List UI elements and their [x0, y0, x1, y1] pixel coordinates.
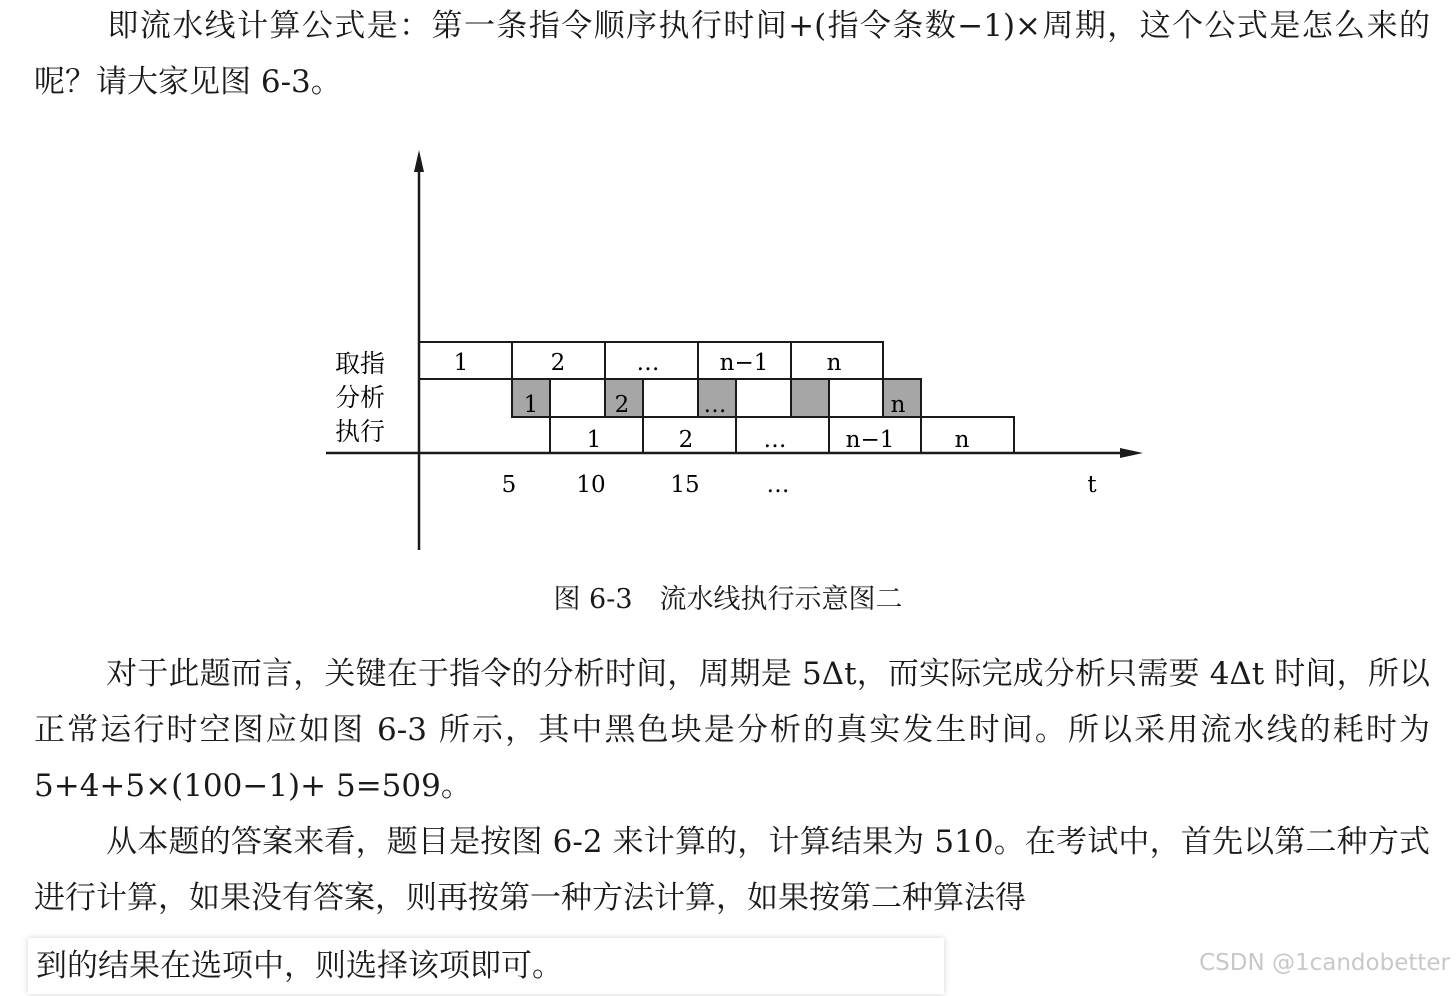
row-label-fetch: 取指 [335, 349, 386, 378]
execute-label-3: … [763, 427, 787, 453]
x-axis-arrow [1120, 448, 1143, 458]
fetch-label-3: … [636, 350, 660, 376]
figure-caption: 图 6-3 流水线执行示意图二 [553, 584, 903, 615]
analyze-label-2: 2 [614, 392, 630, 418]
fetch-label-5: n [826, 350, 842, 376]
fetch-label-2: 2 [550, 350, 566, 376]
fetch-label-4: n−1 [719, 350, 769, 376]
row-label-analyze: 分析 [335, 383, 386, 412]
paragraph-explanation [34, 646, 1430, 814]
analyze-label-5: n [890, 392, 906, 418]
fetch-label-1: 1 [453, 350, 469, 376]
csdn-watermark: CSDN @1candobetter [1199, 950, 1450, 976]
analyze-row [419, 379, 921, 417]
paragraph-intro-text: 即流水线计算公式是：第一条指令顺序执行时间+(指令条数−1)×周期，这个公式是怎么来的呢？请大家见图 6-3。 [34, 8, 1430, 100]
x-tick-5: 5 [501, 472, 517, 498]
x-axis-label: t [1087, 472, 1097, 498]
execute-label-2: 2 [678, 427, 694, 453]
paragraph-conclusion-text: 从本题的答案来看，题目是按图 6-2 来计算的，计算结果为 510。在考试中，首先以第二种方式进行计算，如果没有答案，则再按第一种方法计算，如果按第二种算法得 [34, 824, 1430, 916]
x-tick-15: 15 [670, 472, 700, 498]
paragraph-conclusion [34, 814, 1430, 926]
analyze-shade-4 [791, 379, 829, 417]
x-tick-ellipsis: … [766, 472, 790, 498]
paragraph-intro [34, 0, 1430, 110]
execute-label-4: n−1 [845, 427, 895, 453]
y-axis-arrow [414, 150, 424, 172]
analyze-label-1: 1 [523, 392, 539, 418]
execute-label-1: 1 [586, 427, 602, 453]
highlighted-last-line: 到的结果在选项中，则选择该项即可。 [28, 938, 944, 994]
execute-label-5: n [954, 427, 970, 453]
pipeline-diagram [0, 140, 1456, 560]
row-label-execute: 执行 [335, 417, 386, 446]
analyze-label-3: … [703, 392, 727, 418]
x-tick-10: 10 [576, 472, 606, 498]
paragraph-explanation-text: 对于此题而言，关键在于指令的分析时间，周期是 5Δt，而实际完成分析只需要 4Δt 时间，所以正常运行时空图应如图 6-3 所示，其中黑色块是分析的真实发生时间。所以采用流水线的耗时为 5+4+5×(100−1)+ 5=509。 [34, 656, 1430, 804]
